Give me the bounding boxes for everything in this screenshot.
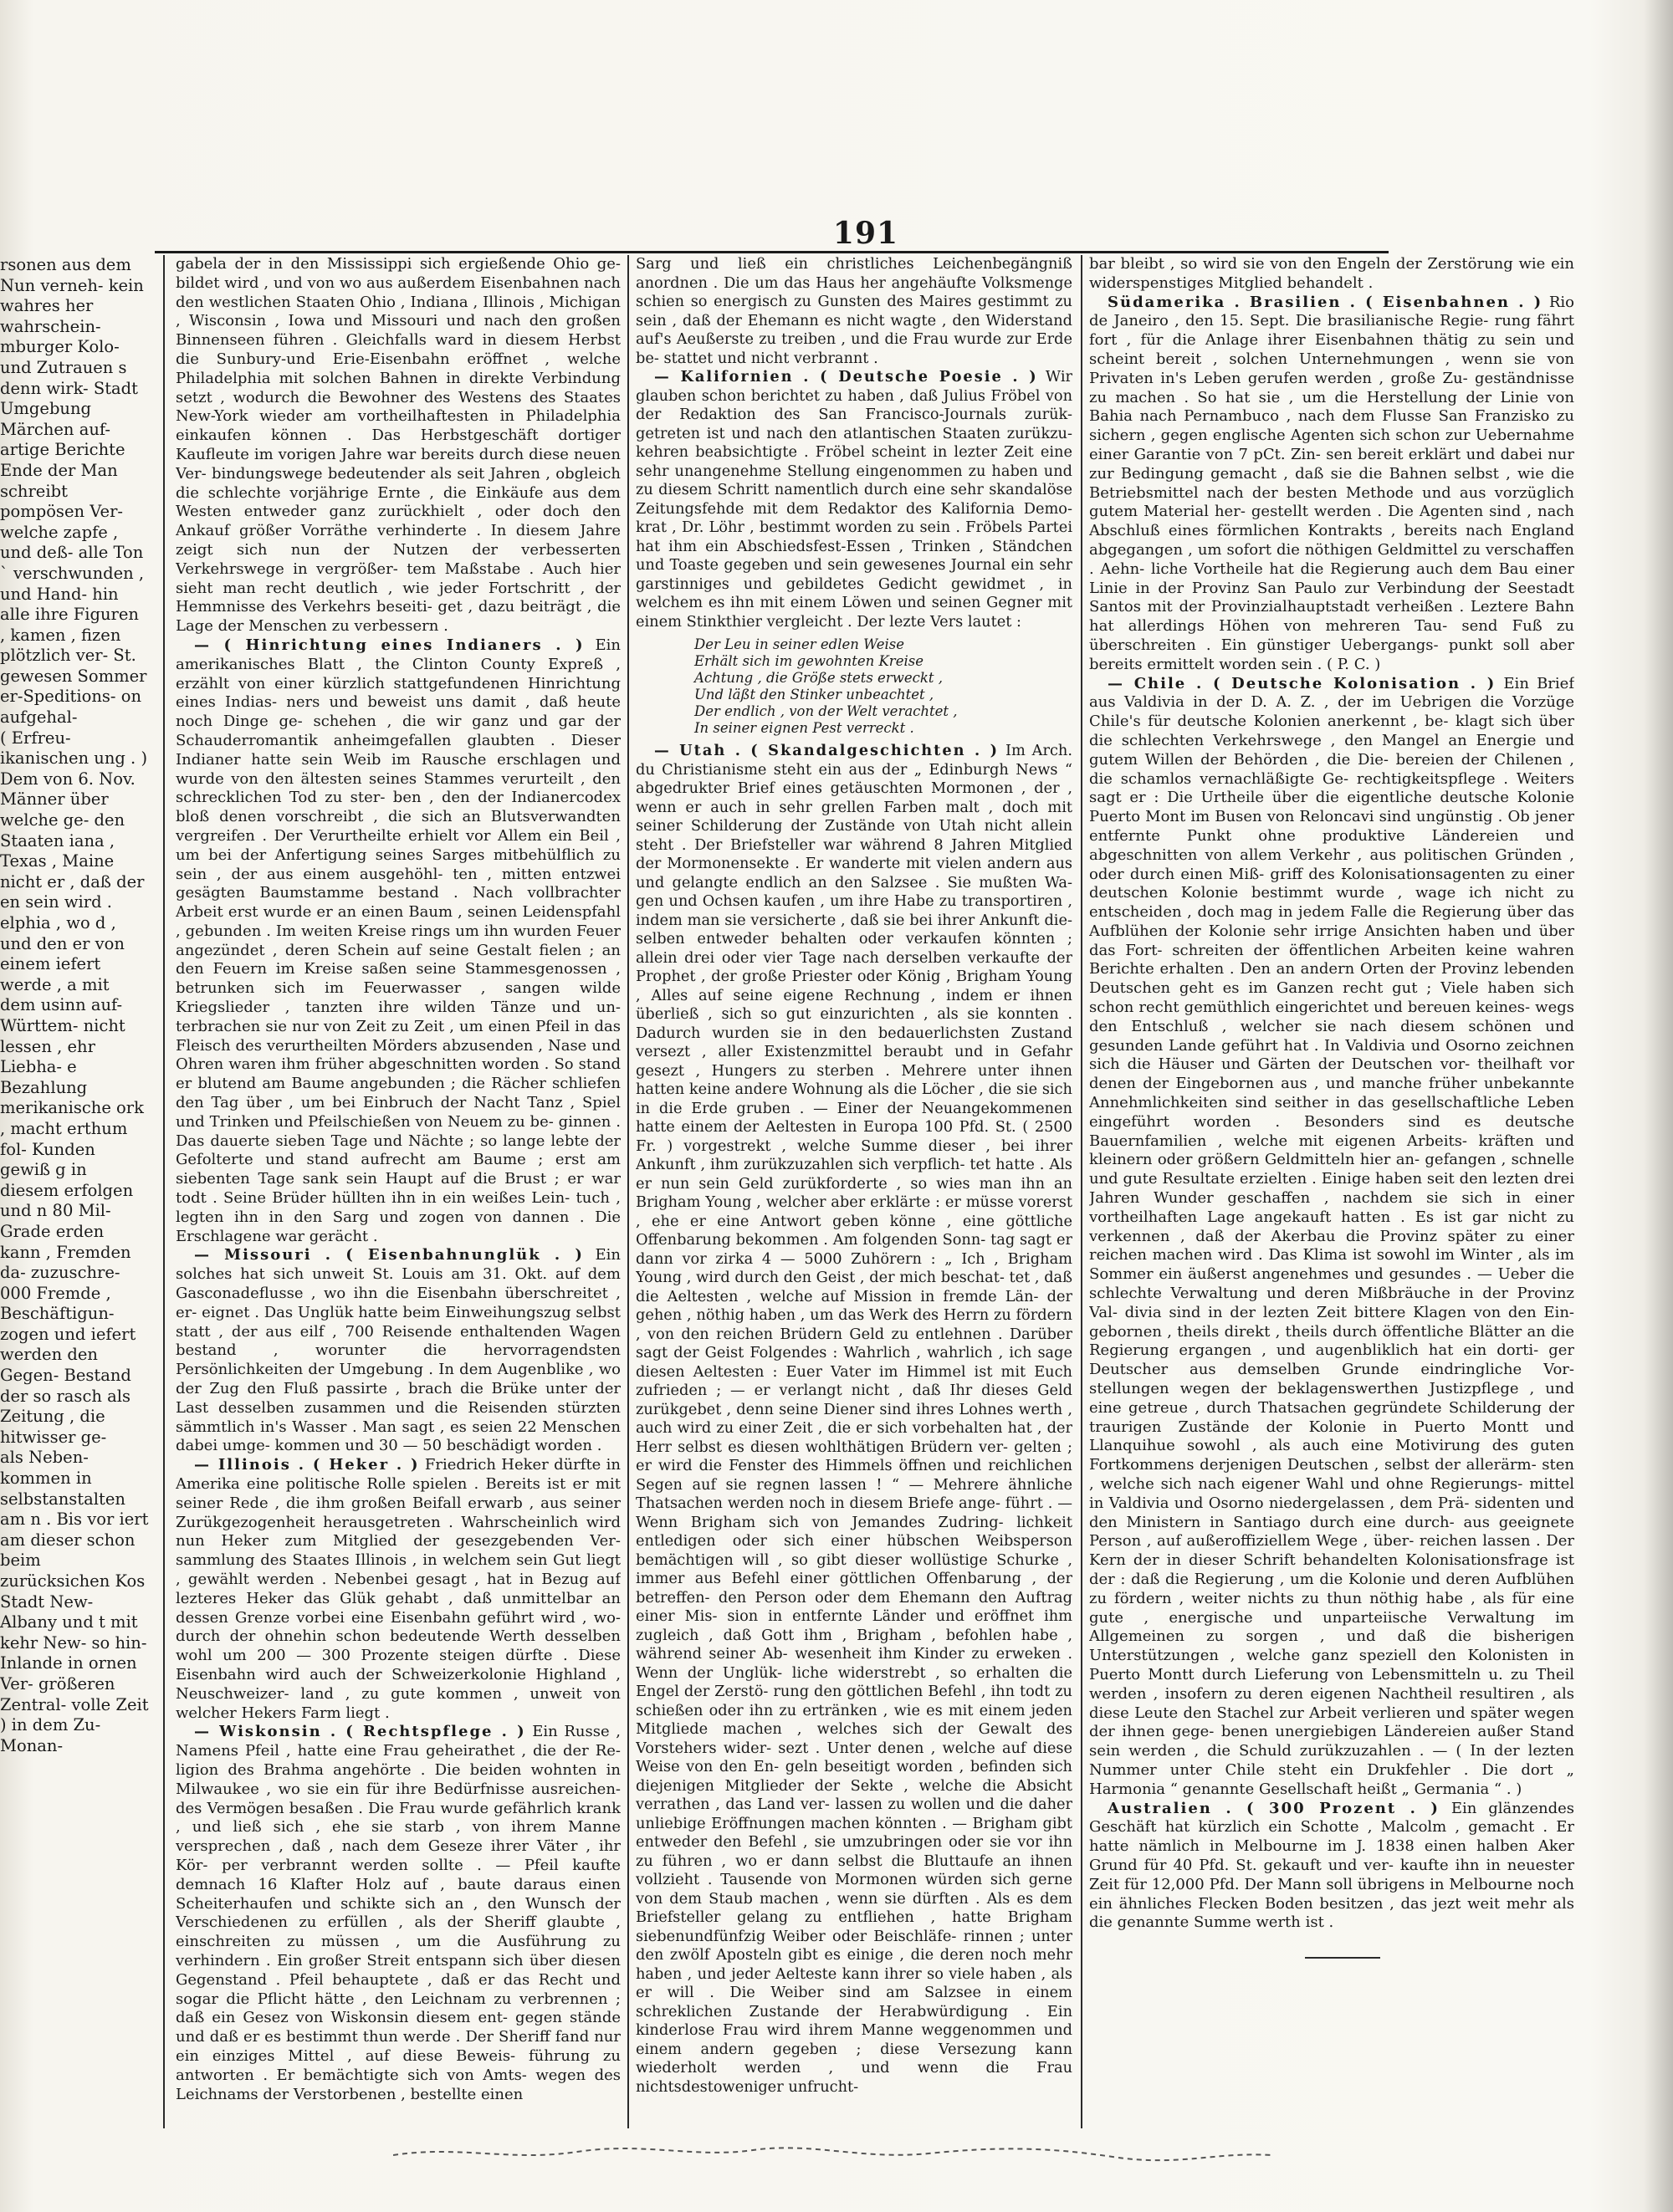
page-number: 191 xyxy=(832,216,899,251)
article-heading: — ( Hinrichtung eines Indianers . ) xyxy=(194,636,585,654)
article-paragraph xyxy=(1089,675,1574,1800)
article-text: gabela der in den Mississippi sich ergießende Ohio ge- bildet wird , und von wo aus außerdem Eisenbahnen nach den westlichen Staaten Ohio , Indiana , Illinois , Michigan , Wisconsin , Iowa und Missouri und nach den großen Binnenseen führen . Gleichfalls ward in diesem Herbst die Sunbury-und Erie-Eisenbahn eröffnet , welche Philadelphia mit solchen Bahnen in direkte Verbindung setzt , wodurch die Bewohner des Westens des Staates New-York wieder am vortheilhaftesten in Philadelphia einkaufen können . Das Herbstgeschäft dortiger Kaufleute im vorigen Jahre war bereits durch diese neuen Ver- bindungswege bedeutender als seit Jahren , obgleich die schlechte vorjährige Ernte , die Einkäufe aus dem Westen entweder ganz zurückhielt , oder doch den Ankauf größer Vorräthe verhinderte . In diesem Jahre zeigt sich nun der Nutzen der verbesserten Verkehrswege in vergrößer- tem Maßstabe . Auch hier sieht man recht deutlich , wie jeder Fortschritt , der Hemmnisse des Verkehrs beseiti- get , dazu beiträgt , die Lage der Menschen zu verbessern . xyxy=(176,255,621,636)
article-paragraph xyxy=(636,742,1072,2097)
column-3 xyxy=(1089,255,1574,1965)
article-heading: — Missouri . ( Eisenbahnunglük . ) xyxy=(194,1246,584,1264)
poem-verse xyxy=(694,636,1072,737)
article-heading: — Utah . ( Skandalgeschichten . ) xyxy=(654,742,1000,759)
article-text: Wir glauben schon berichtet zu haben , daß Julius Fröbel von der Redaktion des San Francisco-Journals zurük- getreten ist und nach den atlantischen Staaten zurükzu- kehren beabsichtigte . Fröbel scheint in lezter Zeit eine sehr unangenehme Stellung eingenommen zu haben und zu diesem Schritt namentlich durch eine sehr skandalöse Zeitungsfehde mit dem Redaktor des Kalifornia Demo- krat , Dr. Löhr , bestimmt worden zu sein . Fröbels Partei hat ihm ein Abschiedsfest-Essen , Trinken , Ständchen und Toaste gegeben und sein gewesenes Journal ein sehr garstinniges und gebildetes Gedicht gewidmet , in welchem es ihn mit einem Löwen und seinen Gegner mit einem Stinkthier vergleicht . Der lezte Vers lautet : xyxy=(636,369,1072,631)
fragment-paragraph: Ende der Man schreibt pompösen Ver- welche zapfe , und deß- alle Ton ` verschwunden , und Hand- hin alle ihre Figuren , kamen , fizen plötzlich ver- St. gewesen Sommer er-Speditions- on aufgehal- xyxy=(0,460,147,728)
fragment-paragraph: ( Erfreu- ikanischen ung . ) Dem von 6. Nov. Männer über welche ge- den Staaten iana , Texas , Maine nicht er , daß der en sein wird . elphia , wo d , und den er von einem iefert werde , a mit dem usinn auf- Württem- nicht lessen , ehr Liebha- e Bezahlung merikanische ork , macht erthum fol- Kunden gewiß g in diesem erfolgen und n 80 Mil- Grade erden kann , Fremden da- zuzuschre- 000 Fremde , Beschäftigun- zogen und iefert werden den Gegen- Bestand der so rasch als Zeitung , die hitwisser ge- xyxy=(0,728,148,1447)
article-heading: — Chile . ( Deutsche Kolonisation . ) xyxy=(1108,674,1496,692)
bottom-margin-marks xyxy=(393,2137,1271,2170)
article-paragraph xyxy=(176,255,621,636)
article-text: Ein solches hat sich unweit St. Louis am 31. Okt. auf dem Gasconadeflusse , wo ihn die Eisenbahn überschreitet , er- eignet . Das Unglük hatte beim Einweihungszug selbst statt , der aus eilf , 700 Reisende enthaltenden Wagen bestand , worunter die hervorragendsten Persönlichkeiten der Umgebung . In dem Augenblike , wo der Zug den Fluß passirte , brach die Brüke unter der Last desselben zusammen und die Reisenden stürzten sämmtlich in's Wasser . Man sagt , es seien 22 Menschen dabei umge- kommen und 30 — 50 beschädigt worden . xyxy=(176,1246,621,1455)
article-text: Ein glänzendes Geschäft hat kürzlich ein Schotte , Malcolm , gemacht . Er hatte nämlich in Melbourne im J. 1838 einen halben Aker Grund für 40 Pfd. St. gekauft und ver- kaufte ihn in neuester Zeit für 12,000 Pfd. Der Mann soll übrigens in Melbourne noch ein ähnliches Flecken Boden besitzen , das jezt weit mehr als die genannte Summe werth ist . xyxy=(1089,1799,1574,1932)
fragment-paragraph: als Neben- kommen in selbstanstalten am n . Bis vor iert am dieser schon beim zurücksichen Kos Stadt New- Albany und t mit kehr New- so hin- Inlande in ornen Ver- größeren Zentral- volle Zeit ) in dem Zu- Monan- xyxy=(0,1448,149,1755)
article-heading: — Illinois . ( Heker . ) xyxy=(194,1456,420,1474)
column-2 xyxy=(636,255,1072,2133)
article-text: Friedrich Heker dürfte in Amerika eine politische Rolle spielen . Bereits ist er mit seiner Rede , die ihm großen Beifall erwarb , aus seiner Zurükgezogenheit herausgetreten . Wahrscheinlich wird nun Heker zum Mitglied der gesezgebenden Ver- sammlung des Staates Illinois , in welchem sein Gut liegt , gewählt werden . Nebenbei gesagt , hat in Bezug auf lezteres Heker das Glük gehabt , daß unmittelbar an dessen Grenze vorbei eine Eisenbahn geführt wird , wo- durch der ohnehin schon bedeutende Werth desselben wohl um 200 — 300 Prozente steigen dürfte . Diese Eisenbahn wird auch der Schweizerkolonie Highland , Neuschweizer- land , zu gute kommen , unweit von welcher Hekers Farm liegt . xyxy=(176,1456,621,1722)
article-paragraph xyxy=(176,636,621,1247)
article-paragraph xyxy=(176,1456,621,1723)
poem-line: Und läßt den Stinker unbeachtet , xyxy=(694,687,934,702)
article-paragraph xyxy=(1089,255,1574,294)
article-end-rule xyxy=(1305,1957,1380,1959)
article-paragraph xyxy=(1089,294,1574,675)
article-text: Im Arch. du Christianisme steht ein aus der „ Edinburgh News “ abgedrukter Brief eines getäuschten Mormonen , der , wenn er auch in sehr grellen Farben malt , doch mit seiner Schilderung der Zustände von Utah nicht allein steht . Der Briefsteller war während 8 Jahren Mitglied der Mormonensekte . Er wanderte mit vielen andern aus und gelangte endlich an den Salzsee . Sie mußten Wa- gen und Ochsen kaufen , um ihre Habe zu transportiren , indem man sie versicherte , daß sie bei ihrer Ankunft die- selben entweder behalten oder verkaufen könnten ; allein drei oder vier Tage nach derselben verkaufte der Prophet , der große Priester oder König , Brigham Young , Alles auf seine eigene Rechnung , indem er ihnen überließ , sich so gut einzurichten , als sie konnten . Dadurch wurden sie in den bedauerlichsten Zustand versezt , aller Existenzmittel beraubt und in Gefahr gesezt , Hungers zu sterben . Mehrere unter ihnen hatten keine andere Wohnung als die Löcher , die sie sich in die Erde gruben . — Einer der Neuangekommenen hatte einem der Aeltesten in Europa 100 Pfd. St. ( 2500 Fr. ) vorgestrekt , welche Summe dieser , bei ihrer Ankunft , ihm zurükzuzahlen sich verpflich- tet hatte . Als er nun sein Geld zurükforderte , so wies man ihn an Brigham Young , welcher aber erklärte : er müsse vorerst , ehe er eine Antwort geben könne , eine göttliche Offenbarung bekommen . Am folgenden Sonn- tag sagt er dann vor zirka 4 — 5000 Zuhörern : „ Ich , Brigham Young , wird durch den Geist , der mich beschat- tet , daß die Aeltesten , welche auf Mission in fremde Län- der gehen , nöthig haben , um das Werk des Herrn zu fördern , von den reichen Brüdern Geld zu entlehnen . Darüber sagt der Geist Folgendes : Wahrlich , wahrlich , ich sage diesen Aeltesten : Euer Vater im Himmel ist mit Euch zufrieden ; — er verlangt nicht , daß Ihr dieses Geld zurükgebet , denn seine Diener sind ihres Lohnes werth , auch wird zu einer Zeit , die er sich vorbehalten hat , der Herr selbst es diesen wohlthätigen Brüdern ver- gelten ; er wird die Fenster des Himmels öffnen und reichlichen Segen auf sie regnen lassen ! “ — Mehrere ähnliche Thatsachen werden noch in diesem Briefe ange- führt . — Wenn Brigham sich von Jemandes Zudring- lichkeit entledigen oder sich einer hübschen Weibsperson bemächtigen will , so gibt dieser wollüstige Schurke , immer aus Befehl einer göttlichen Offenbarung , der betreffen- den Person oder dem Ehemann den Auftrag einer Mis- sion in entfernte Länder und eröffnet ihm zugleich , daß Gott ihm , Brigham , befohlen habe , während seiner Ab- wesenheit ihm Kinder zu erweken . Wenn der Unglük- liche widerstrebt , so erhalten die Engel der Zerstö- rung den göttlichen Befehl , ihn todt zu schießen oder ihn zu ertränken , wie es mit einem jeden Mitgliede machen , welches sich der Gewalt des Vorstehers wider- sezt . Unter denen , welche auf diese Weise von den En- geln beseitigt worden , befinden sich diejenigen Mitglieder der Sekte , welche die Absicht verrathen , das Land ver- lassen zu wollen und die daher unliebige Eröffnungen machen könnten . — Brigham gibt entweder den Befehl , sie umzubringen oder sie vor ihn zu führen , wo er dann selbst die Bluttaufe an ihnen vollzieht . Tausende von Mormonen würden sich gerne von dem Staub machen , wenn sie dürften . Als es dem Briefsteller gelang zu entfliehen , hatte Brigham siebenundfünfzig Weiber oder Beischläfe- rinnen ; unter den zwölf Aposteln gibt es einige , die deren noch mehr haben , und jeder Aelteste kann ihrer so viele haben , als er will . Die Weiber sind am Salzsee in einem schreklichen Zustande der Herabwürdigung . Ein kinderlose Frau wird ihrem Manne weggenommen und einem andern gegeben ; diese Versezung kann wiederholt werden , und wenn die Frau nichtsdestoweniger unfrucht- xyxy=(636,743,1072,2096)
article-heading: — Kalifornien . ( Deutsche Poesie . ) xyxy=(654,368,1038,386)
poem-line: Erhält sich im gewohnten Kreise xyxy=(694,653,923,669)
article-paragraph xyxy=(176,1723,621,2104)
article-paragraph xyxy=(1089,1800,1574,1934)
article-text: Rio de Janeiro , den 15. Sept. Die brasilianische Regie- rung fährt fort , für die Anlage ihrer Eisenbahnen thätig zu sein und scheint bereit , solchen Unternehmungen , wenn sie von Privaten in's Leben gerufen werden , große Zu- geständnisse zu machen . So hat sie , um die Herstellung der Linie von Bahia nach Pernambuco , nach dem Flusse San Franzisko zu sichern , gegen englische Agenten sich schon zur Uebernahme einer Garantie von 7 pCt. Zin- sen bereit erklärt und dabei nur zur Bedingung gemacht , daß sie die Bahnen selbst , wie die Betriebsmittel nach der besten Methode und aus vorzüglich gutem Material her- gestellt werden . Die Agenten sind , nach Abschluß eines förmlichen Kontrakts , bereits nach England abgegangen , um sofort die nöthigen Geldmittel zu verschaffen . Aehn- liche Vortheile hat die Regierung auch dem Bau einer Linie in der Provinz San Paulo zur Verbindung der Seestadt Santos mit der Provinzialhauptstadt verheißen . Leztere Bahn hat allerdings Höhen von mehreren Tau- send Fuß zu überschreiten . Ein günstiger Uebergangs- punkt soll aber bereits ermittelt worden sein . ( P. C. ) xyxy=(1089,293,1574,673)
article-paragraph xyxy=(636,368,1072,631)
article-text: Ein Brief aus Valdivia in der D. A. Z. , der im Uebrigen die Vorzüge Chile's für deutsche Kolonien anerkennt , be- klagt sich über die schlechten Verkehrswege , den Mangel an Energie und gutem Willen der Behörden , die Die- bereien der Chilenen , die schamlos vernachläßigte Ge- rechtigkeitspflege . Weiters sagt er : Die Urtheile über die eigentliche deutsche Kolonie Puerto Mont im Busen von Reloncavi sind ungünstig . Ob jener entfernte Punkt ohne produktive Ländereien und abgeschnitten von allem Verkehr , aus politischen Gründen , oder durch einen Miß- griff des Kolonisationsagenten zu einer deutschen Kolonie bestimmt wurde , wage ich nicht zu entscheiden , doch mag in jedem Falle die Regierung über das Aufblühen der Kolonie sehr irrige Ansichten haben und über das Fort- schreiten der öffentlichen Arbeiten keine wahren Berichte erhalten . Den an andern Orten der Provinz lebenden Deutschen geht es im Ganzen recht gut ; Viele haben sich schon recht gemüthlich eingerichtet und bereuen keines- wegs den Entschluß , welcher sie nach diesem schönen und gesunden Lande geführt hat . In Valdivia und Osorno zeichnen sich die Häuser und Gärten der Deutschen vor- theilhaft vor denen der Eingebornen aus , und manche früher unbekannte Annehmlichkeiten sind seither in das gesellschaftliche Leben eingeführt worden . Besonders sind es deutsche Bauernfamilien , welche mit eigenen Arbeits- kräften und kleinern oder größern Geldmitteln hier an- gefangen , schnelle und gute Resultate erzielten . Einige haben seit den lezten drei Jahren Wunder geschaffen , nachdem sie sich in einer vortheilhaften Lage angekauft hatten . Es ist gar nicht zu verkennen , daß der Akerbau die Provinz später zu einer reichen machen wird . Das Klima ist sowohl im Winter , als im Sommer ein äußerst angenehmes und gesundes . — Ueber die schlechte Verwaltung und deren Mißbräuche in der Provinz Val- divia sind in der lezten Zeit bittere Klagen von den Ein- gebornen , theils direkt , theils durch öffentliche Blätter an die Regierung ergangen , und augenbliklich hat ein dorti- ger Deutscher aus demselben Grunde eindringliche Vor- stellungen wegen der beklagenswerthen Justizpflege , und eine getreue , durch Thatsachen gegründete Schilderung der traurigen Zustände der Kolonie in Puerto Montt und Llanquihue sowohl , als auch eine Motivirung des guten Fortkommens derjenigen Deutschen , selbst der allerärm- sten , welche sich nach eigener Wahl und ohne Regierungs- mittel in Valdivia und Osorno niedergelassen , dem Prä- sidenten und den Ministern in Santiago durch eine durch- aus geeignete Person , auf außeroffiziellem Wege , über- reichen lassen . Der Kern der in dieser Schrift behandelten Kolonisationsfrage ist der : daß die Regierung , um die Kolonie und deren Aufblühen zu fördern , weiter nichts zu thun nöthig habe , als für eine gute , energische und unparteiische Verwaltung im Allgemeinen zu sorgen , und daß die bisherigen Unterstützungen , welche ganz speziell den Kolonisten in Puerto Montt durch Lieferung von Lebensmitteln u. zu Theil werden , insofern zu deren eigenen Nachtheil resultiren , als diese Leute den Stachel zur Arbeit verlieren und später wegen der ihnen gege- benen unergiebigen Ländereien außer Stand sein werden , die Schuld zurükzuzahlen . — ( In der lezten Nummer unter Chile steht ein Drukfehler . Die dort „ Harmonia “ genannte Gesellschaft heißt „ Germania “ . ) xyxy=(1089,674,1574,1798)
fragment-paragraph: rsonen aus dem Nun verneh- kein wahres her wahrschein- mburger Kolo- und Zutrauen s denn wirk- Stadt Umgebung Märchen auf- artige Berichte xyxy=(0,255,144,460)
article-heading: Australien . ( 300 Prozent . ) xyxy=(1108,1799,1440,1817)
column-left-fragment xyxy=(0,255,149,2133)
article-heading: Südamerika . Brasilien . ( Eisenbahnen . ) xyxy=(1108,293,1543,311)
poem-line: Der Leu in seiner edlen Weise xyxy=(694,636,905,652)
column-divider xyxy=(627,255,629,2128)
article-text: Sarg und ließ ein christliches Leichenbegängniß anordnen . Die um das Haus her angehäufte Volksmenge schien so energisch zu Gunsten des Maires gestimmt zu sein , daß der Ehemann es nicht wagte , den Widerstand auf's Aeußerste zu treiben , und die Frau wurde zur Erde be- stattet und nicht verbrannt . xyxy=(636,256,1072,367)
article-text: bar bleibt , so wird sie von den Engeln der Zerstörung wie ein widerspenstiges Mitglied behandelt . xyxy=(1089,255,1574,292)
column-divider xyxy=(163,255,165,2128)
article-paragraph xyxy=(636,255,1072,368)
column-1 xyxy=(176,255,621,2133)
poem-line: Achtung , die Größe stets erweckt , xyxy=(694,670,943,686)
page-edge-shadow xyxy=(1644,0,1673,2212)
header-rule xyxy=(155,251,1389,253)
poem-line: In seiner eignen Pest verreckt . xyxy=(694,720,914,736)
article-text: Ein Russe , Namens Pfeil , hatte eine Frau geheirathet , die der Re- ligion des Brahma angehörte . Die beiden wohnten in Milwaukee , wo sie ein für ihre Bedürfnisse ausreichen- des Vermögen besaßen . Die Frau wurde gefährlich krank , und ließ sich , ehe sie starb , von ihrem Manne versprechen , daß , nach dem Geseze ihrer Väter , ihr Kör- per verbrannt werden sollte . — Pfeil kaufte demnach 16 Klafter Holz auf , baute daraus einen Scheiterhaufen und schikte sich an , den Wunsch der Verschiedenen zu erfüllen , als der Sheriff glaubte , einschreiten zu müssen , um die Ausführung zu verhindern . Ein großer Streit entspann sich über diesen Gegenstand . Pfeil behauptete , daß er das Recht und sogar die Pflicht hätte , den Leichnam zu verbrennen ; daß ein Gesez von Wiskonsin diesem ent- gegen stände und daß er es bestimmt thun werde . Der Sheriff fand nur ein einziges Mittel , auf diese Beweis- führung zu antworten . Er bemächtigte sich von Amts- wegen des Leichnams der Verstorbenen , bestellte einen xyxy=(176,1723,621,2103)
column-divider xyxy=(1081,255,1082,2128)
article-text: Ein amerikanisches Blatt , the Clinton County Expreß , erzählt von einer kürzlich stattgefundenen Hinrichtung eines Indias- ners und beweist uns damit , daß heute noch Dinge ge- schehen , die wir ganz und gar der Schauderromantik anheimgefallen glaubten . Dieser Indianer hatte sein Weib im Rausche erschlagen und wurde von den ältesten seines Stammes verurteilt , den schrecklichen Tod zu ster- ben , den der Indianercodex bloß denen vorschreibt , die sich an Blutsverwandten vergreifen . Der Verurtheilte erhielt vor Allem ein Beil , um bei der Anfertigung seines Sarges mitbehülflich zu sein , der aus einem ausgehöhl- ten , mitten entzwei gesägten Baumstamme bestand . Nach vollbrachter Arbeit erst wurde er an einen Baum , seinen Leidenspfahl , gebunden . Im weiten Kreise rings um ihn wurden Feuer angezündet , deren Schein auf seine Gestalt fielen ; an den Feuern im Kreise saßen seine Stammesgenossen , betrunken sich im Feuerwasser , sangen wilde Kriegslieder , tanzten ihre wilden Tänze und un- terbrachen sie nur von Zeit zu Zeit , um einen Pfeil in das Fleisch des verurtheilten Mörders abzusenden , Nase und Ohren waren ihm früher abgeschnitten worden . So stand er blutend am Baume angebunden ; die Rächer schliefen den Tag über , um bei Einbruch der Nacht Tanz , Spiel und Trinken und Pfeilschießen von Neuem zu be- ginnen . Das dauerte sieben Tage und Nächte ; so lange lebte der Gefolterte und stand aufrecht am Baume ; erst am siebenten Tage sank sein Haupt auf die Brust ; er war todt . Seine Brüder hüllten ihn in ein weißes Lein- tuch , legten ihn in den Sarg und zogen von dannen . Die Erschlagene war gerächt . xyxy=(176,636,621,1245)
poem-line: Der endlich , von der Welt verachtet , xyxy=(694,703,958,719)
article-heading: — Wiskonsin . ( Rechtspflege . ) xyxy=(194,1723,526,1741)
article-paragraph xyxy=(176,1246,621,1456)
